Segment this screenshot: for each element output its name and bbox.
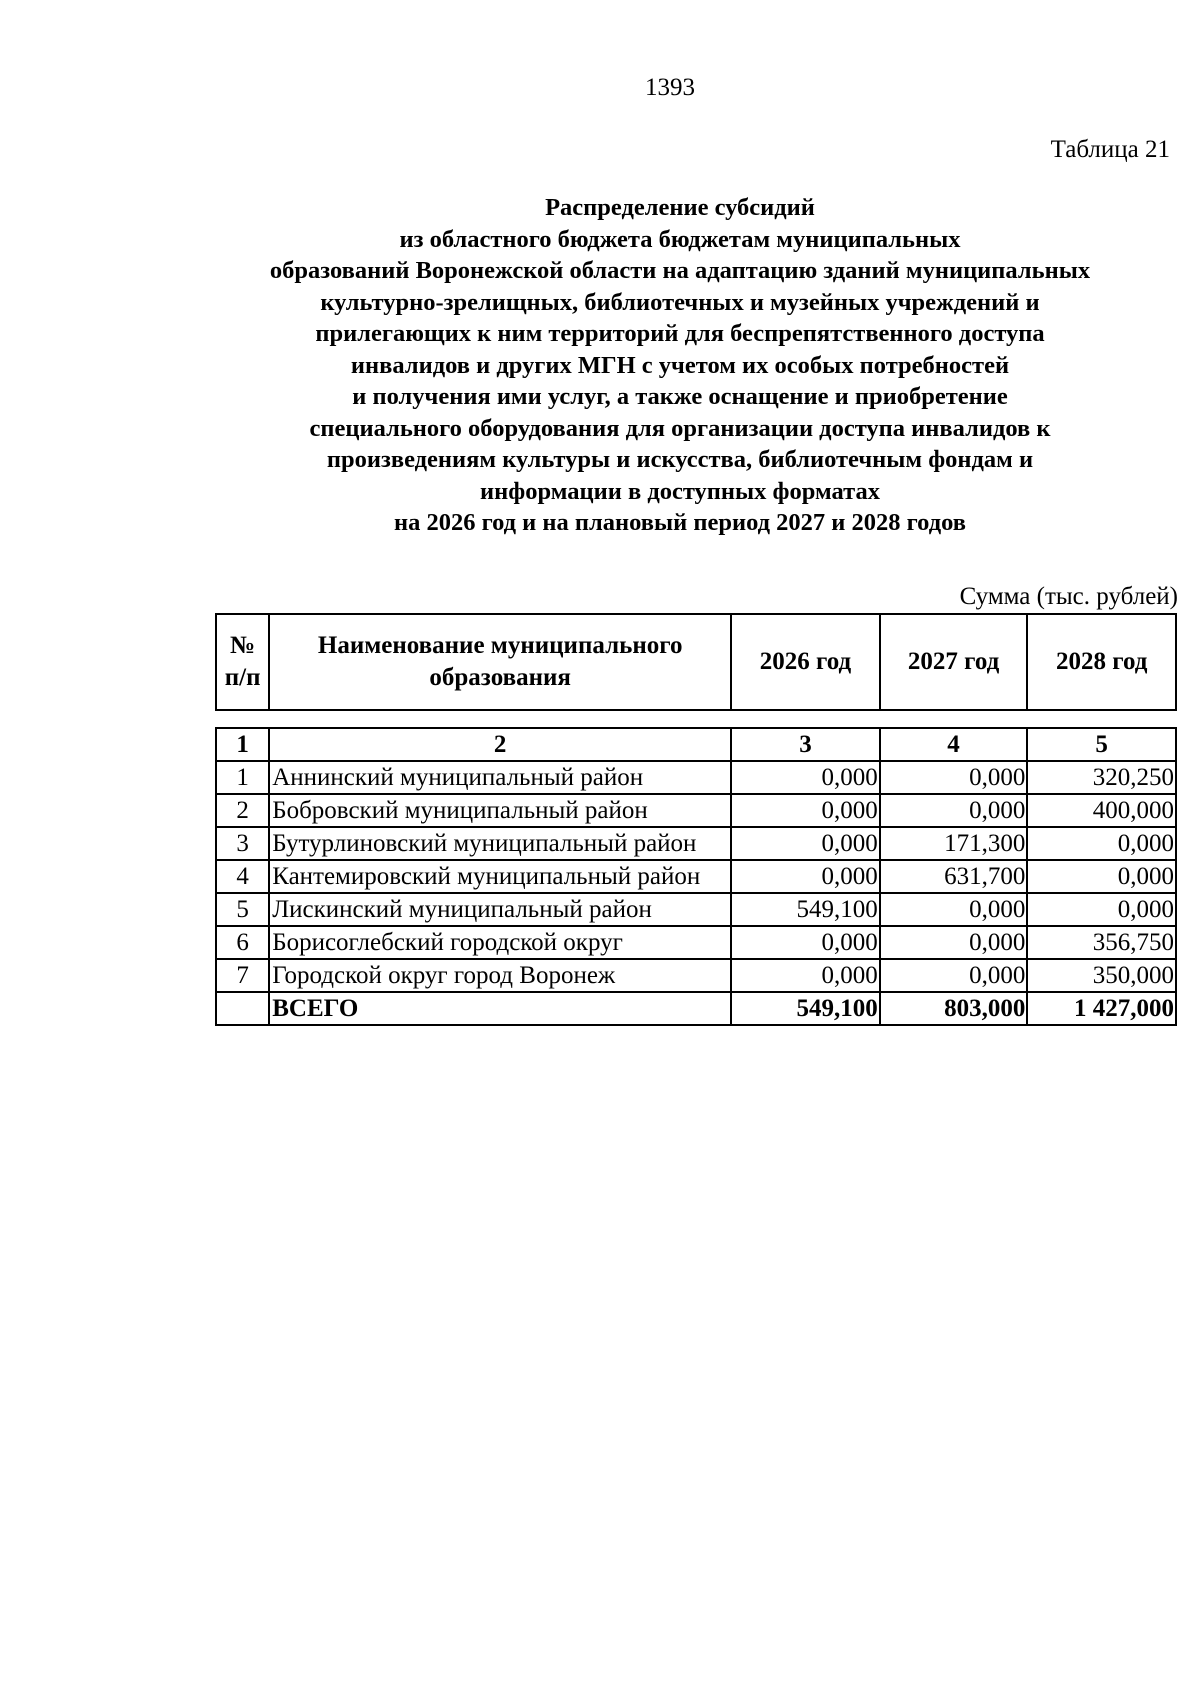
row-num: 4: [216, 860, 269, 893]
column-number: 5: [1027, 728, 1176, 761]
table-header: [215, 613, 1177, 711]
header-2027: 2027 год: [880, 614, 1028, 710]
row-2028: 320,250: [1027, 761, 1176, 794]
row-name: Городской округ город Воронеж: [269, 959, 731, 992]
row-2027: 0,000: [880, 893, 1028, 926]
page-number: 1393: [645, 74, 695, 101]
table-row: [216, 860, 1176, 893]
title-line: прилегающих к ним территорий для беспрепятственного доступа: [315, 320, 1045, 347]
row-2027: 0,000: [880, 926, 1028, 959]
data-table: [215, 727, 1177, 1026]
title-line: информации в доступных форматах: [480, 477, 880, 505]
total-2026: 549,100: [731, 992, 880, 1025]
row-2026: 0,000: [731, 926, 880, 959]
header-num: № п/п: [216, 614, 269, 710]
title-line: Распределение субсидий: [545, 194, 815, 221]
title-line: на 2026 год и на плановый период 2027 и 2028 годов: [393, 509, 966, 536]
row-num: 5: [216, 893, 269, 926]
row-2028: 350,000: [1027, 959, 1176, 992]
column-number: 1: [216, 728, 269, 761]
units-label: Сумма (тыс. рублей): [959, 583, 1178, 610]
header-row: [216, 614, 1176, 710]
total-row: [216, 992, 1176, 1025]
column-numbers-row: [216, 728, 1176, 761]
row-2026: 0,000: [731, 794, 880, 827]
row-2027: 171,300: [880, 827, 1028, 860]
row-name: Лискинский муниципальный район: [269, 893, 731, 926]
row-name: Кантемировский муниципальный район: [269, 860, 731, 893]
title-line: специального оборудования для организации доступа инвалидов к: [309, 414, 1051, 442]
table-row: [216, 794, 1176, 827]
table-row: [216, 926, 1176, 959]
row-2028: 0,000: [1027, 860, 1176, 893]
header-2028: 2028 год: [1027, 614, 1176, 710]
column-number: 2: [269, 728, 731, 761]
row-2027: 0,000: [880, 794, 1028, 827]
table-row: [216, 761, 1176, 794]
title-line: произведениям культуры и искусства, библиотечным фондам и: [326, 446, 1034, 473]
table-row: [216, 827, 1176, 860]
row-num: 7: [216, 959, 269, 992]
row-2028: 0,000: [1027, 827, 1176, 860]
column-number: 4: [880, 728, 1028, 761]
row-num: 2: [216, 794, 269, 827]
row-2027: 0,000: [880, 959, 1028, 992]
row-2026: 0,000: [731, 761, 880, 794]
row-2026: 549,100: [731, 893, 880, 926]
title-line: образований Воронежской области на адаптацию зданий муниципальных: [269, 257, 1091, 284]
total-num: [216, 992, 269, 1025]
table-row: [216, 893, 1176, 926]
header-2026: 2026 год: [731, 614, 880, 710]
document-title: [200, 192, 1160, 539]
row-name: Борисоглебский городской округ: [269, 926, 731, 959]
row-2026: 0,000: [731, 860, 880, 893]
title-line: из областного бюджета бюджетам муниципальных: [399, 225, 961, 253]
table-label: Таблица 21: [1050, 136, 1170, 163]
title-line: и получения ими услуг, а также оснащение и приобретение: [352, 383, 1008, 410]
column-number: 3: [731, 728, 880, 761]
row-num: 1: [216, 761, 269, 794]
row-name: Аннинский муниципальный район: [269, 761, 731, 794]
title-line: инвалидов и других МГН с учетом их особых потребностей: [350, 351, 1010, 379]
header-name: Наименование муниципального образования: [269, 614, 731, 710]
row-2027: 631,700: [880, 860, 1028, 893]
row-num: 6: [216, 926, 269, 959]
total-2028: 1 427,000: [1027, 992, 1176, 1025]
row-2028: 356,750: [1027, 926, 1176, 959]
row-2028: 0,000: [1027, 893, 1176, 926]
row-name: Бобровский муниципальный район: [269, 794, 731, 827]
row-name: Бутурлиновский муниципальный район: [269, 827, 731, 860]
table-row: [216, 959, 1176, 992]
row-2026: 0,000: [731, 959, 880, 992]
row-2028: 400,000: [1027, 794, 1176, 827]
total-2027: 803,000: [880, 992, 1028, 1025]
row-2027: 0,000: [880, 761, 1028, 794]
total-label: ВСЕГО: [269, 992, 731, 1025]
row-num: 3: [216, 827, 269, 860]
title-line: культурно-зрелищных, библиотечных и музейных учреждений и: [320, 288, 1040, 316]
row-2026: 0,000: [731, 827, 880, 860]
